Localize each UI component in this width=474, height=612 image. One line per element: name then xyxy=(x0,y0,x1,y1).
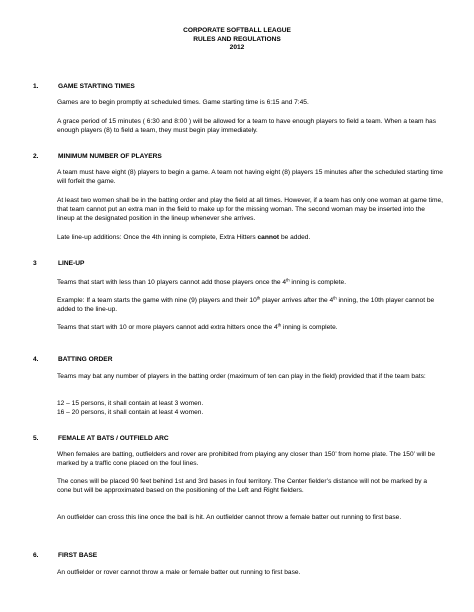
text-run: inning is complete. xyxy=(289,279,347,286)
section-number: 6. xyxy=(33,552,39,559)
section-4-paragraph-1: Teams may bat any number of players in the batting order (maximum of ten can play in the field) provided that if the team bats: xyxy=(57,373,426,380)
title-line-league: CORPORATE SOFTBALL LEAGUE xyxy=(183,27,291,34)
section-number: 2. xyxy=(33,153,39,160)
ordinal-suffix: th xyxy=(333,295,337,301)
section-title: FIRST BASE xyxy=(58,552,98,559)
section-6-paragraph-1: An outfielder or rover cannot throw a male or female batter out running to first base. xyxy=(57,569,301,576)
section-title: GAME STARTING TIMES xyxy=(58,83,135,90)
section-4-paragraph-2 xyxy=(57,399,443,417)
ordinal-suffix: th xyxy=(277,322,282,328)
ordinal-suffix: th xyxy=(256,295,261,301)
title-line-year: 2012 xyxy=(229,44,245,52)
section-4-heading xyxy=(33,356,112,363)
section-5-paragraph-1: When females are batting, outfielders and rover are prohibited from playing any closer than 150’ from home plate. The 150’ will be marked by a traffic cone placed on the foul lines. xyxy=(57,451,436,468)
section-6-heading xyxy=(33,552,97,559)
section-title: BATTING ORDER xyxy=(58,356,113,363)
text-run: player arrives after the 4 xyxy=(260,297,334,304)
emphasis-cannot: cannot xyxy=(257,234,280,241)
text-run: Teams that start with 10 or more players cannot add extra hitters once the 4 xyxy=(57,324,278,331)
section-3-paragraph-1 xyxy=(57,278,443,287)
section-3-paragraph-3 xyxy=(57,323,443,332)
batting-rule-line: 16 – 20 persons, it shall contain at least 4 women. xyxy=(57,409,204,417)
section-title: FEMALE AT BATS / OUTFIELD ARC xyxy=(58,435,169,442)
batting-rule-line: 12 – 15 persons, it shall contain at least 3 women. xyxy=(57,400,204,407)
section-2-paragraph-3 xyxy=(57,233,443,242)
section-5-paragraph-2: The cones will be placed 90 feet behind 1st and 3rd bases in foul territory. The Center fielder’s distance will not be marked by a cone but will be approximated based on the positioning of the Left and Right fielders. xyxy=(57,478,428,495)
title-line-rules: RULES AND REGULATIONS xyxy=(193,35,281,43)
document-title xyxy=(0,27,474,53)
text-run: inning is complete. xyxy=(281,324,338,331)
section-number: 5. xyxy=(33,435,39,442)
text-run: be added. xyxy=(279,234,311,241)
section-number: 1. xyxy=(33,83,39,90)
text-run: inning, the 10th player cannot be added to the line-up. xyxy=(57,297,435,314)
section-2-paragraph-2: At least two women shall be in the batting order and play the field at all times. However, if a team has only one woman at game time, that team cannot put an extra man in the field to make up for the missing woman. The second woman may be inserted into the lineup at the designated position in the lineup whenever she arrives. xyxy=(57,197,443,223)
section-number: 3 xyxy=(33,260,37,267)
ordinal-suffix: th xyxy=(286,277,290,283)
section-1-paragraph-1: Games are to begin promptly at scheduled times. Game starting time is 6:15 and 7:45. xyxy=(57,99,309,106)
section-3-heading xyxy=(33,260,84,267)
section-2-heading xyxy=(33,153,162,160)
text-run: Late line-up additions: Once the 4th inning is complete, Extra Hitters xyxy=(57,234,258,241)
section-1-heading xyxy=(33,83,135,90)
section-title: MINIMUM NUMBER OF PLAYERS xyxy=(58,153,162,160)
section-1-paragraph-2: A grace period of 15 minutes ( 6:30 and 8:00 ) will be allowed for a team to have enough players to field a team. When a team has enough players (8) to field a team, they must begin play immediately. xyxy=(57,118,436,135)
section-3-paragraph-2 xyxy=(57,296,443,314)
section-5-heading xyxy=(33,435,169,442)
text-run: Example: If a team starts the game with nine (9) players and their 10 xyxy=(57,297,257,304)
section-2-paragraph-1: A team must have eight (8) players to begin a game. A team not having eight (8) players 15 minutes after the scheduled starting time will forfeit the game. xyxy=(57,169,443,186)
section-number: 4. xyxy=(33,356,39,363)
text-run: Teams that start with less than 10 players cannot add those players once the 4 xyxy=(57,279,287,286)
section-title: LINE-UP xyxy=(58,260,85,267)
section-5-paragraph-3: An outfielder can cross this line once the ball is hit. An outfielder cannot throw a female batter out running to first base. xyxy=(57,514,402,521)
